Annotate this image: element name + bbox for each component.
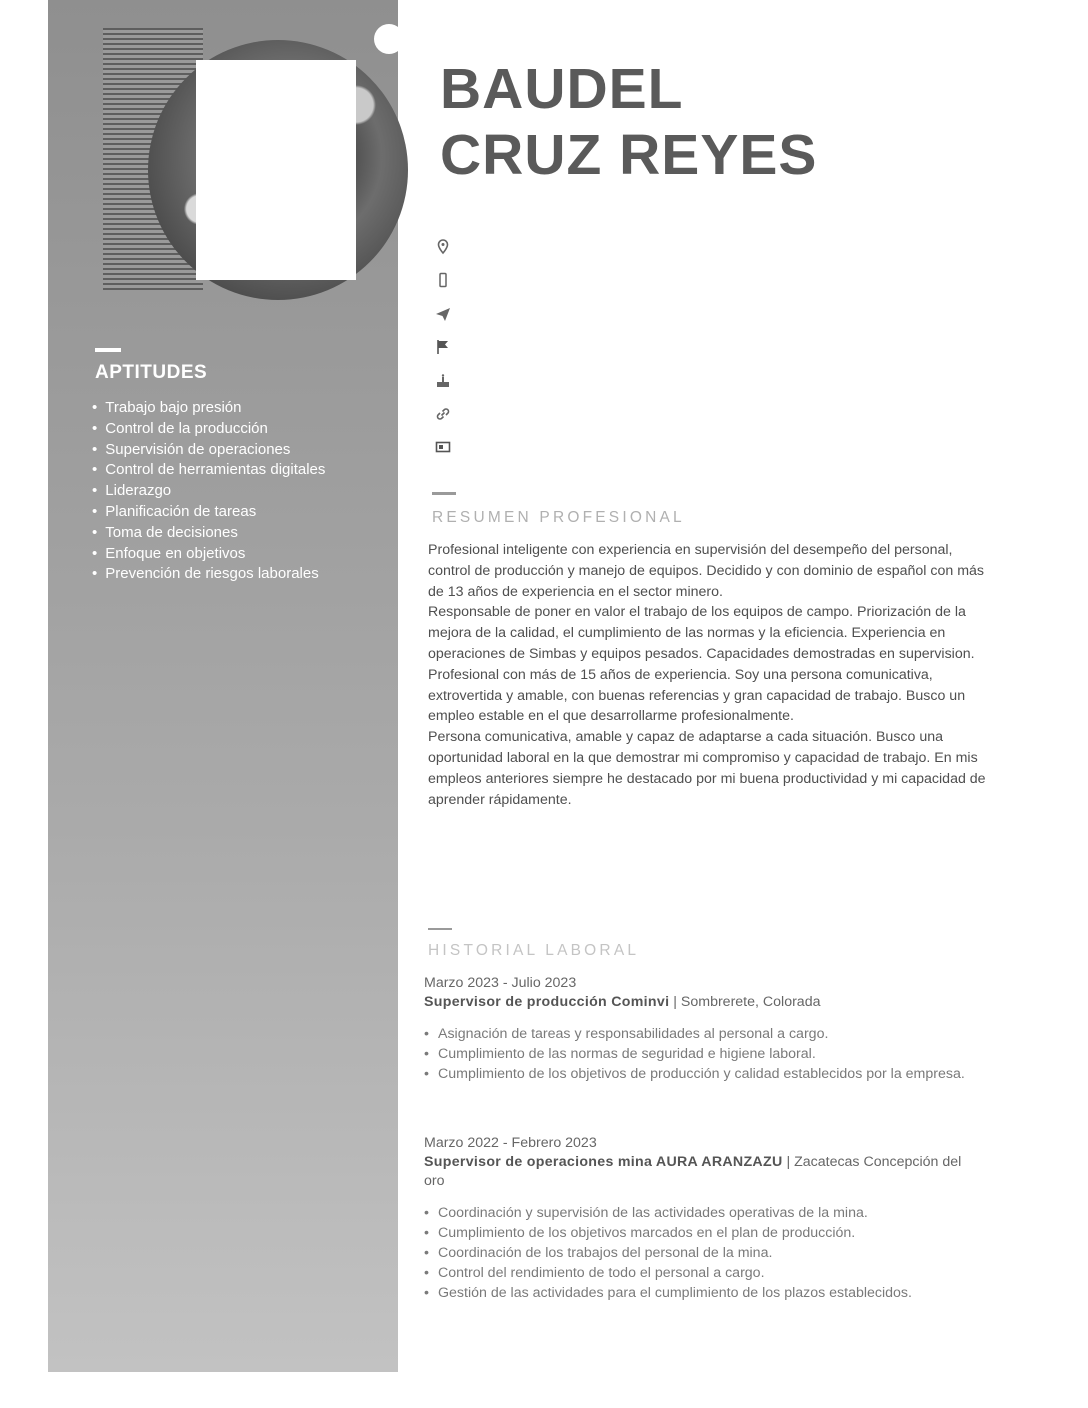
job-bullets: [424, 1024, 984, 1084]
job-location: | Sombrerete, Colorada: [673, 994, 821, 1010]
profile-photo-redacted: [196, 60, 356, 280]
send-icon: [434, 305, 452, 323]
location-icon: [434, 238, 452, 256]
summary-paragraph: Profesional con más de 15 años de experiencia. Soy una persona comunicativa, extrovertida y amable, con buenas referencias y gran capacidad de trabajo. Busco un empleo estable en el que desarrollarme profesionalmente.: [428, 666, 966, 725]
skill-item: • Prevención de riesgos laborales: [92, 564, 325, 585]
job-role: [424, 1153, 984, 1191]
job-location: | Zacatecas Concepción del oro: [424, 1154, 962, 1189]
decorative-dot: [374, 24, 404, 54]
sidebar: [48, 0, 398, 1372]
job-bullet: • Cumplimiento de las normas de seguridad e higiene laboral.: [424, 1044, 984, 1064]
id-card-icon: [434, 438, 452, 456]
birthday-cake-icon: [434, 372, 452, 390]
job-entry: [424, 974, 984, 1084]
job-bullet: • Coordinación de los trabajos del personal de la mina.: [424, 1243, 984, 1263]
skills-list: [92, 398, 325, 585]
job-title: Supervisor de producción Cominvi: [424, 994, 670, 1010]
summary-title: RESUMEN PROFESIONAL: [432, 509, 685, 526]
candidate-name: [440, 56, 817, 188]
skill-item: • Trabajo bajo presión: [92, 398, 325, 419]
job-bullet: • Control del rendimiento de todo el personal a cargo.: [424, 1263, 984, 1283]
job-entry: [424, 1134, 984, 1303]
phone-icon: [434, 271, 452, 289]
link-icon: [434, 405, 452, 423]
summary-paragraph: Persona comunicativa, amable y capaz de adaptarse a cada situación. Busco una oportunidad laboral en la que demostrar mi compromiso y capacidad de trabajo. En mis empleos anteriores siempre he destacado por mi buena productividad y mi capacidad de aprender rápidamente.: [428, 729, 986, 808]
skill-item: • Enfoque en objetivos: [92, 544, 325, 565]
job-bullets: [424, 1203, 984, 1303]
job-bullet: • Gestión de las actividades para el cumplimiento de los plazos establecidos.: [424, 1283, 984, 1303]
last-name: CRUZ REYES: [440, 123, 818, 187]
summary-text: [428, 540, 988, 810]
job-bullet: • Asignación de tareas y responsabilidades al personal a cargo.: [424, 1024, 984, 1044]
contact-icons: [434, 238, 452, 472]
job-dates: Marzo 2022 - Febrero 2023: [424, 1135, 597, 1151]
summary-paragraph: Responsable de poner en valor el trabajo de los equipos de campo. Priorización de la mejora de la calidad, el cumplimiento de las normas y la eficiencia. Experiencia en operaciones de Simbas y equipos pesados. Capacidades demostradas en supervision.: [428, 604, 975, 662]
job-title: Supervisor de operaciones mina AURA ARANZAZU: [424, 1154, 783, 1170]
flag-icon: [434, 338, 452, 356]
job-role: [424, 993, 984, 1012]
skill-item: • Planificación de tareas: [92, 502, 325, 523]
job-bullet: • Cumplimiento de los objetivos de producción y calidad establecidos por la empresa.: [424, 1064, 984, 1084]
skill-item: • Liderazgo: [92, 481, 325, 502]
job-dates: Marzo 2023 - Julio 2023: [424, 975, 577, 991]
section-accent-bar: [95, 348, 121, 352]
job-bullet: • Cumplimiento de los objetivos marcados en el plan de producción.: [424, 1223, 984, 1243]
skill-item: • Control de herramientas digitales: [92, 460, 325, 481]
section-accent-bar: [428, 928, 452, 930]
skill-item: • Supervisión de operaciones: [92, 440, 325, 461]
skill-item: • Control de la producción: [92, 419, 325, 440]
job-bullet: • Coordinación y supervisión de las actividades operativas de la mina.: [424, 1203, 984, 1223]
first-name: BAUDEL: [440, 57, 684, 121]
skill-item: • Toma de decisiones: [92, 523, 325, 544]
summary-paragraph: Profesional inteligente con experiencia en supervisión del desempeño del personal, control de producción y manejo de equipos. Decidido y con dominio de español con más de 13 años de experiencia en el sector minero.: [428, 542, 985, 600]
history-title: HISTORIAL LABORAL: [428, 942, 640, 959]
skills-title: APTITUDES: [95, 362, 208, 383]
section-accent-bar: [432, 492, 456, 495]
